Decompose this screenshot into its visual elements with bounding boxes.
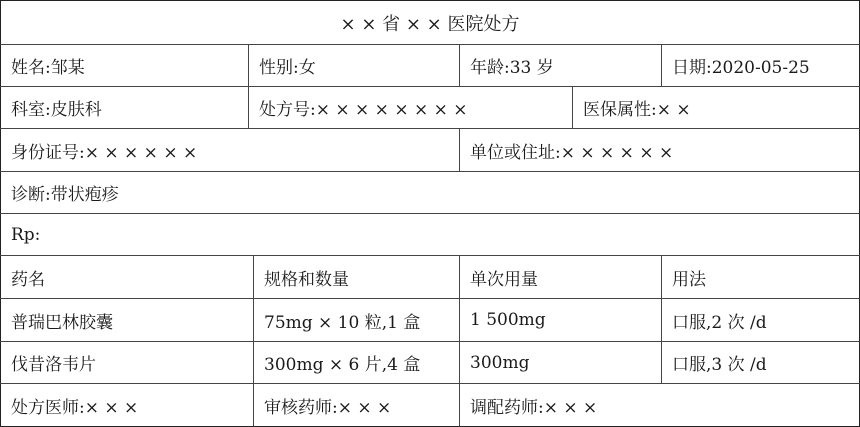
drug-name: 伐昔洛韦片	[0, 342, 253, 383]
address: 单位或住址:× × × × × ×	[459, 129, 860, 171]
insurance-type: 医保属性:× ×	[572, 87, 860, 128]
medication-row	[0, 341, 860, 383]
patient-age: 年龄:33 岁	[459, 45, 661, 86]
column-header-dose: 单次用量	[459, 256, 661, 298]
drug-spec: 75mg × 10 粒,1 盒	[253, 299, 459, 341]
diagnosis-row	[0, 171, 860, 213]
prescription-number: 处方号:× × × × × × × ×	[248, 87, 572, 128]
patient-info-row-3	[0, 128, 860, 171]
department: 科室:皮肤科	[0, 87, 248, 128]
dispenser-signature: 调配药师:× × ×	[459, 384, 860, 426]
column-header-drug: 药名	[0, 256, 253, 298]
drug-dose: 1 500mg	[459, 299, 661, 341]
prescription-title: × × 省 × × 医院处方	[0, 1, 860, 44]
rp-row	[0, 213, 860, 255]
drug-usage: 口服,2 次 /d	[661, 299, 860, 341]
patient-sex: 性别:女	[248, 45, 459, 86]
drug-usage: 口服,3 次 /d	[661, 342, 860, 383]
id-number: 身份证号:× × × × × ×	[0, 129, 459, 171]
rp-label: Rp:	[0, 214, 860, 255]
patient-info-row-1	[0, 44, 860, 86]
drug-spec: 300mg × 6 片,4 盒	[253, 342, 459, 383]
drug-name: 普瑞巴林胶囊	[0, 299, 253, 341]
medication-header-row	[0, 255, 860, 298]
signature-row	[0, 383, 860, 427]
diagnosis: 诊断:带状疱疹	[0, 172, 860, 213]
drug-dose: 300mg	[459, 342, 661, 383]
reviewer-signature: 审核药师:× × ×	[253, 384, 459, 426]
prescriber-signature: 处方医师:× × ×	[0, 384, 253, 426]
title-row	[0, 0, 860, 44]
patient-info-row-2	[0, 86, 860, 128]
patient-name: 姓名:邹某	[0, 45, 248, 86]
column-header-spec: 规格和数量	[253, 256, 459, 298]
column-header-usage: 用法	[661, 256, 860, 298]
medication-row	[0, 298, 860, 341]
prescription-date: 日期:2020-05-25	[661, 45, 860, 86]
